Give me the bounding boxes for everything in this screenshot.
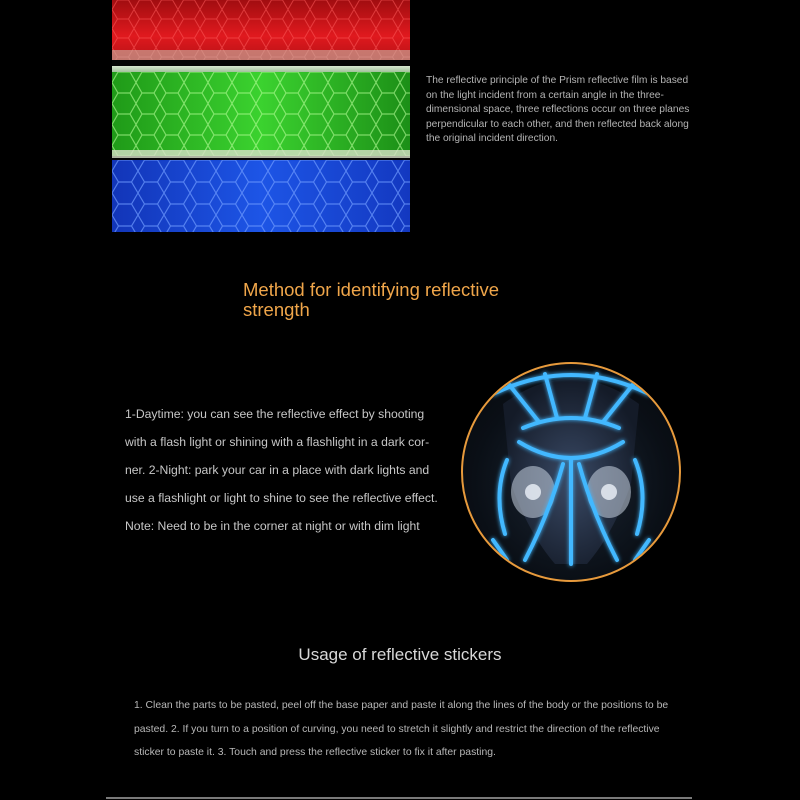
blue-tape-roll xyxy=(112,160,410,232)
red-tape-roll xyxy=(112,0,410,60)
usage-description: 1. Clean the parts to be pasted, peel off the base paper and paste it along the lines of the body or the positions to be pasted. 2. If you turn to a position of curving, you need to stretch it slightly and restrict the direction of the reflective sticker to paste it. 3. Touch and press the reflective sticker to fix it after pasting. xyxy=(134,700,669,758)
usage-section-title: Usage of reflective stickers xyxy=(298,645,502,664)
prism-principle-text: The reflective principle of the Prism reflective film is based on the light incident from a certain angle in the three-dimensional space, three reflections occur on three planes perpendicular to each other, and then reflected back along the original incident direction. xyxy=(426,75,690,145)
method-section-title: Method for identifying reflective strength xyxy=(243,279,500,320)
reflective-tape-image xyxy=(112,0,410,232)
motorcycle-reflective-image xyxy=(461,362,681,582)
method-description: 1-Daytime: you can see the reflective effect by shooting with a flash light or shining with a flashlight in a dark cor-ner. 2-Night: park your car in a place with dark lights and use a flashlight or light to shine to see the reflective effect. Note: Need to be in the corner at night or with dim light xyxy=(125,407,438,533)
bottom-divider xyxy=(106,797,692,799)
green-tape-roll xyxy=(112,66,410,156)
